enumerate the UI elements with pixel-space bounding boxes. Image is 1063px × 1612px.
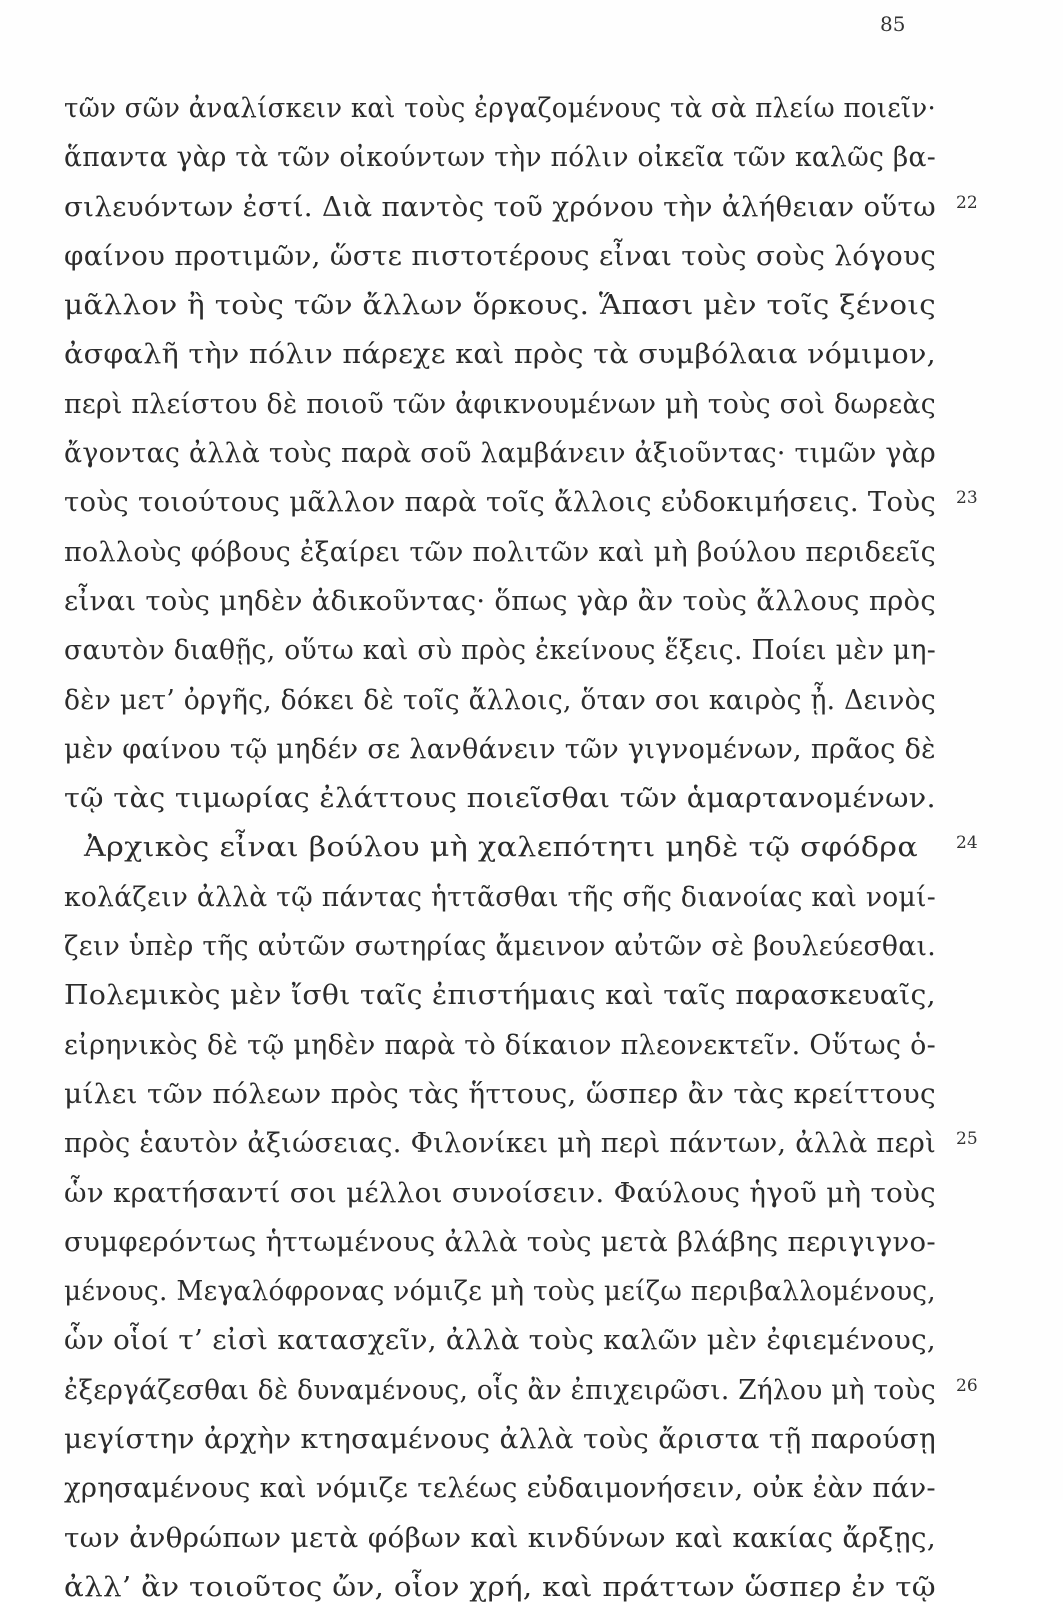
line-text: εἶναι τοὺς μηδὲν ἀδικοῦντας· ὅπως γὰρ ἂν τοὺς ἄλλους πρὸς <box>64 585 936 617</box>
text-line <box>64 1514 944 1563</box>
text-line <box>64 429 944 478</box>
text-line <box>64 626 944 675</box>
text-line <box>64 1366 978 1415</box>
text-line <box>64 676 944 725</box>
section-number: 22 <box>956 192 978 213</box>
line-text: Ἀρχικὸς εἶναι βούλου μὴ χαλεπότητι μηδὲ τῷ σφόδρα <box>84 832 918 864</box>
line-text: τῷ τὰς τιμωρίας ἐλάττους ποιεῖσθαι τῶν ἁμαρτανομένων. <box>64 783 936 815</box>
line-text: μένους. Μεγαλόφρονας νόμιζε μὴ τοὺς μείζω περιβαλλομένους, <box>64 1276 936 1308</box>
line-text: κολάζειν ἀλλὰ τῷ πάντας ἡττᾶσθαι τῆς σῆς διανοίας καὶ νομί- <box>64 881 937 913</box>
section-number: 26 <box>956 1375 978 1396</box>
line-text: σιλευόντων ἐστί. Διὰ παντὸς τοῦ χρόνου τὴν ἀλήθειαν οὕτω <box>64 191 937 223</box>
text-line <box>64 183 978 232</box>
page-number: 85 <box>880 12 906 36</box>
line-text: σαυτὸν διαθῇς, οὕτω καὶ σὺ πρὸς ἐκείνους ἕξεις. Ποίει μὲν μη- <box>64 635 937 667</box>
line-text: τοὺς τοιούτους μᾶλλον παρὰ τοῖς ἄλλοις εὐδοκιμήσεις. Τοὺς <box>64 487 937 519</box>
line-text: μᾶλλον ἢ τοὺς τῶν ἄλλων ὅρκους. Ἅπασι μὲν τοῖς ξένοις <box>64 290 936 322</box>
body-text <box>64 84 978 1612</box>
section-number: 23 <box>956 488 978 509</box>
line-text: ἄγοντας ἀλλὰ τοὺς παρὰ σοῦ λαμβάνειν ἀξιοῦντας· τιμῶν γὰρ <box>64 438 936 470</box>
text-line <box>64 774 944 823</box>
line-text: πρὸς ἑαυτὸν ἀξιώσειας. Φιλονίκει μὴ περὶ πάντων, ἀλλὰ περὶ <box>64 1128 937 1160</box>
section-number: 25 <box>956 1129 978 1150</box>
line-text: ἐξεργάζεσθαι δὲ δυναμένους, οἷς ἂν ἐπιχειρῶσι. Ζήλου μὴ τοὺς <box>64 1374 936 1406</box>
line-text: πολλοὺς φόβους ἐξαίρει τῶν πολιτῶν καὶ μὴ βούλου περιδεεῖς <box>64 536 937 568</box>
line-text: συμφερόντως ἡττωμένους ἀλλὰ τοὺς μετὰ βλάβης περιγιγνο- <box>64 1226 936 1258</box>
line-text: χρησαμένους καὶ νόμιζε τελέως εὐδαιμονήσειν, οὐκ ἐὰν πάν- <box>64 1473 936 1505</box>
text-line <box>64 84 944 133</box>
text-line <box>64 1563 944 1612</box>
line-text: τῶν σῶν ἀναλίσκειν καὶ τοὺς ἐργαζομένους τὰ σὰ πλείω ποιεῖν· <box>64 93 936 124</box>
text-line <box>64 971 944 1020</box>
line-text: Πολεμικὸς μὲν ἴσθι ταῖς ἐπιστήμαις καὶ ταῖς παρασκευαῖς, <box>64 980 936 1012</box>
line-text: περὶ πλείστου δὲ ποιοῦ τῶν ἀφικνουμένων μὴ τοὺς σοὶ δωρεὰς <box>64 388 937 420</box>
text-line <box>64 1119 978 1168</box>
text-line <box>64 1070 944 1119</box>
text-line <box>64 133 944 182</box>
text-line <box>64 1169 944 1218</box>
line-text: ἀσφαλῆ τὴν πόλιν πάρεχε καὶ πρὸς τὰ συμβόλαια νόμιμον, <box>64 339 936 371</box>
line-text: μὲν φαίνου τῷ μηδέν σε λανθάνειν τῶν γιγνομένων, πρᾶος δὲ <box>64 733 936 765</box>
text-line <box>64 1464 944 1513</box>
text-line <box>64 873 944 922</box>
text-line <box>64 380 944 429</box>
text-line <box>64 922 944 971</box>
line-text: ὧν κρατήσαντί σοι μέλλοι συνοίσειν. Φαύλους ἡγοῦ μὴ τοὺς <box>64 1177 936 1209</box>
line-text: φαίνου προτιμῶν, ὥστε πιστοτέρους εἶναι τοὺς σοὺς λόγους <box>64 240 937 272</box>
line-text: μίλει τῶν πόλεων πρὸς τὰς ἥττους, ὥσπερ ἂν τὰς κρείττους <box>64 1078 937 1110</box>
text-line <box>64 577 944 626</box>
text-line <box>64 725 944 774</box>
line-text: των ἀνθρώπων μετὰ φόβων καὶ κινδύνων καὶ κακίας ἄρξῃς, <box>64 1522 937 1554</box>
text-line <box>64 823 978 872</box>
text-line <box>64 1415 944 1464</box>
line-text: ζειν ὑπὲρ τῆς αὐτῶν σωτηρίας ἄμεινον αὐτῶν σὲ βουλεύεσθαι. <box>64 931 937 963</box>
line-text: ἀλλ’ ἂν τοιοῦτος ὤν, οἷον χρή, καὶ πράττων ὥσπερ ἐν τῷ <box>64 1571 936 1603</box>
text-line <box>64 1267 944 1316</box>
text-line <box>64 1021 944 1070</box>
text-line <box>64 330 944 379</box>
text-line <box>64 1316 944 1365</box>
text-line <box>64 232 944 281</box>
line-text: ὧν οἷοί τ’ εἰσὶ κατασχεῖν, ἀλλὰ τοὺς καλῶν μὲν ἐφιεμένους, <box>64 1325 937 1357</box>
text-line <box>64 478 978 527</box>
text-line <box>64 528 944 577</box>
section-number: 24 <box>956 833 978 854</box>
line-text: μεγίστην ἀρχὴν κτησαμένους ἀλλὰ τοὺς ἄριστα τῇ παρούσῃ <box>64 1424 937 1456</box>
line-text: εἰρηνικὸς δὲ τῷ μηδὲν παρὰ τὸ δίκαιον πλεονεκτεῖν. Οὕτως ὁ- <box>64 1029 936 1061</box>
line-text: ἅπαντα γὰρ τὰ τῶν οἰκούντων τὴν πόλιν οἰκεῖα τῶν καλῶς βα- <box>64 142 937 174</box>
text-line <box>64 281 944 330</box>
text-line <box>64 1218 944 1267</box>
line-text: δὲν μετ’ ὀργῆς, δόκει δὲ τοῖς ἄλλοις, ὅταν σοι καιρὸς ᾖ. Δεινὸς <box>64 684 936 716</box>
